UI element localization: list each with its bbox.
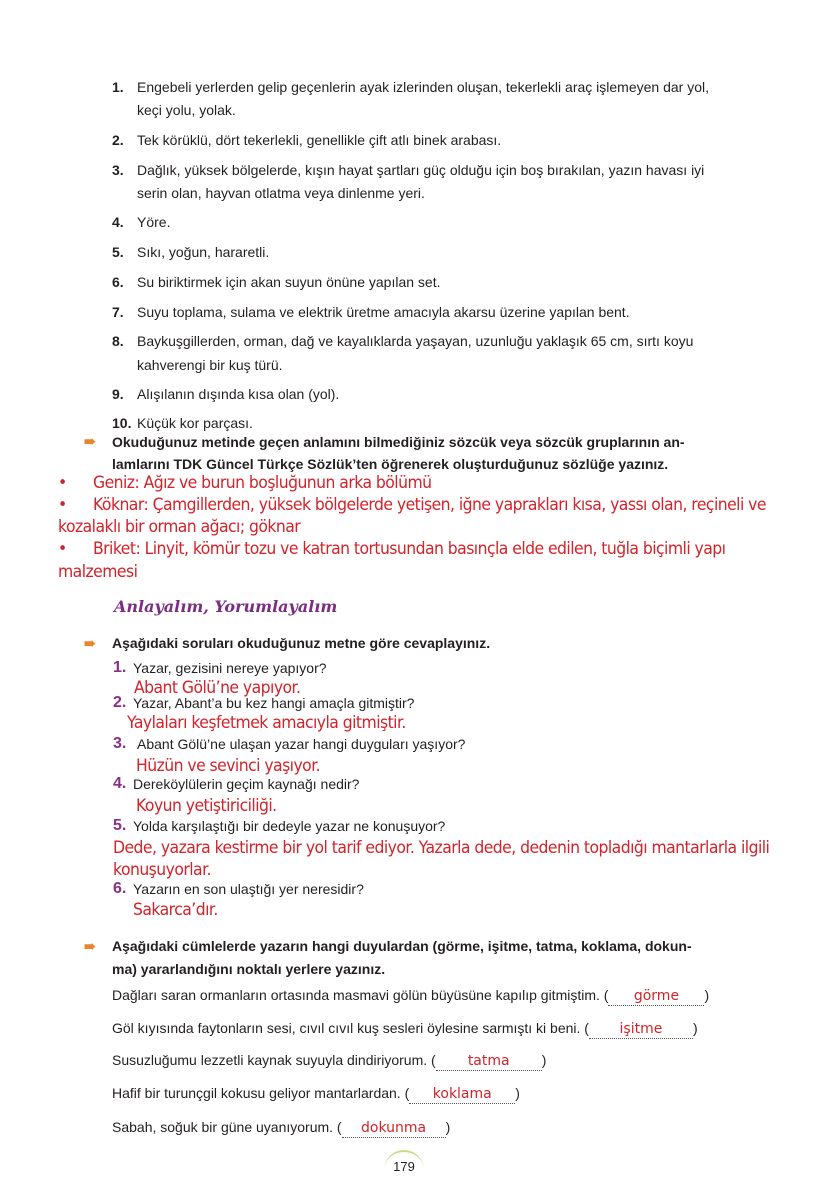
- definition-text: serin olan, hayvan otlatma veya dinlenme yeri.: [137, 185, 425, 201]
- glossary-entry: kozalaklı bir orman ağacı; göknar: [58, 517, 301, 537]
- bullet: •: [58, 539, 67, 559]
- instruction-text: Okuduğunuz metinde geçen anlamını bilmediğiniz sözcük veya sözcük gruplarının an-: [112, 434, 685, 450]
- question-number: 4.: [113, 775, 127, 792]
- sense-row: [112, 1051, 546, 1071]
- question-text: Abant Gölü’ne ulaşan yazar hangi duyguları yaşıyor?: [137, 736, 466, 752]
- answer-blank[interactable]: tatma: [436, 1052, 542, 1071]
- question-number: 6.: [113, 880, 127, 897]
- definition-text: Alışılanın dışında kısa olan (yol).: [137, 386, 340, 402]
- arrow-icon: ➠: [84, 635, 96, 651]
- answer-blank[interactable]: görme: [608, 987, 704, 1006]
- definition-number: 4.: [112, 214, 124, 230]
- answer-text: Hüzün ve sevinci yaşıyor.: [136, 756, 321, 776]
- bullet: •: [58, 495, 67, 515]
- sense-row: [112, 1118, 450, 1138]
- instruction-text: ma) yararlandığını noktalı yerlere yazınız.: [112, 961, 386, 977]
- answer-text: konuşuyorlar.: [113, 860, 211, 880]
- definition-number: 9.: [112, 386, 124, 402]
- close-paren: ): [445, 1119, 451, 1135]
- question-text: Yazar, Abant’a bu kez hangi amaçla gitmiştir?: [133, 695, 415, 711]
- instruction-text: Aşağıdaki soruları okuduğunuz metne göre cevaplayınız.: [112, 635, 491, 651]
- definition-number: 7.: [112, 304, 124, 320]
- question-text: Yazarın en son ulaştığı yer neresidir?: [133, 881, 364, 897]
- answer-blank[interactable]: koklama: [409, 1085, 515, 1104]
- question-number: 5.: [113, 817, 127, 834]
- definition-text: Baykuşgillerden, orman, dağ ve kayalıklarda yaşayan, uzunluğu yaklaşık 65 cm, sırtı koyu: [137, 333, 694, 349]
- definition-text: Suyu toplama, sulama ve elektrik üretme amacıyla akarsu üzerine yapılan bent.: [137, 304, 630, 320]
- arrow-icon: ➠: [84, 433, 96, 449]
- definition-text: kahverengi bir kuş türü.: [137, 357, 283, 373]
- question-text: Dereköylülerin geçim kaynağı nedir?: [133, 776, 360, 792]
- question-number: 3.: [113, 735, 127, 752]
- close-paren: ): [515, 1085, 520, 1101]
- definition-number: 3.: [112, 162, 124, 178]
- close-paren: ): [541, 1052, 547, 1068]
- definition-text: Yöre.: [137, 214, 171, 230]
- sense-row: [112, 1084, 520, 1104]
- glossary-entry: Geniz: Ağız ve burun boşluğunun arka bölümü: [93, 473, 432, 493]
- definition-number: 1.: [112, 79, 124, 95]
- sentence: Dağları saran ormanların ortasında masmavi gölün büyüsüne kapılıp gitmiştim. (: [112, 987, 609, 1003]
- instruction-text: Aşağıdaki cümlelerde yazarın hangi duyulardan (görme, işitme, tatma, koklama, dokun-: [112, 938, 692, 954]
- definition-text: Küçük kor parçası.: [137, 415, 253, 431]
- definition-number: 2.: [112, 132, 124, 148]
- definition-number: 6.: [112, 274, 124, 290]
- definition-text: Dağlık, yüksek bölgelerde, kışın hayat şartları güç olduğu için boş bırakılan, yazın havası iyi: [137, 162, 705, 178]
- answer-blank[interactable]: dokunma: [342, 1119, 446, 1138]
- section-heading: Anlayalım, Yorumlayalım: [114, 597, 338, 616]
- definition-text: keçi yolu, yolak.: [137, 102, 236, 118]
- answer-text: Sakarca’dır.: [133, 900, 218, 920]
- question-text: Yazar, gezisini nereye yapıyor?: [133, 660, 327, 676]
- sentence: Hafif bir turunçgil kokusu geliyor mantarlardan. (: [112, 1085, 410, 1101]
- page-number: 179: [384, 1150, 424, 1182]
- answer-text: Koyun yetiştiriciliği.: [136, 796, 277, 816]
- definition-number: 10.: [112, 415, 132, 431]
- arrow-icon: ➠: [84, 938, 96, 954]
- question-number: 1.: [113, 659, 127, 676]
- sentence: Göl kıyısında faytonların sesi, cıvıl cıvıl kuş sesleri öylesine sarmıştı ki beni. (: [112, 1020, 589, 1036]
- definition-text: Tek körüklü, dört tekerlekli, genellikle çift atlı binek arabası.: [137, 132, 502, 148]
- instruction-text: lamlarını TDK Güncel Türkçe Sözlük’ten öğrenerek oluşturduğunuz sözlüğe yazınız.: [112, 456, 669, 472]
- answer-text: Abant Gölü’ne yapıyor.: [134, 678, 301, 698]
- sentence: Susuzluğumu lezzetli kaynak suyuyla dindiriyorum. (: [112, 1052, 436, 1068]
- sense-row: [112, 986, 709, 1006]
- definition-number: 5.: [112, 244, 124, 260]
- sentence: Sabah, soğuk bir güne uyanıyorum. (: [112, 1119, 342, 1135]
- bullet: •: [58, 473, 67, 493]
- glossary-entry: Briket: Linyit, kömür tozu ve katran tortusundan basınçla elde edilen, tuğla biçimli yapı: [93, 539, 726, 559]
- question-text: Yolda karşılaştığı bir dedeyle yazar ne konuşuyor?: [133, 818, 446, 834]
- answer-blank[interactable]: işitme: [589, 1020, 693, 1039]
- sense-row: [112, 1019, 698, 1039]
- close-paren: ): [704, 987, 710, 1003]
- glossary-entry: malzemesi: [58, 562, 138, 582]
- answer-text: Dede, yazara kestirme bir yol tarif ediyor. Yazarla dede, dedenin topladığı mantarlarla ilgili: [113, 838, 770, 858]
- definition-text: Su biriktirmek için akan suyun önüne yapılan set.: [137, 274, 441, 290]
- glossary-entry: Köknar: Çamgillerden, yüksek bölgelerde yetişen, iğne yaprakları kısa, yassı olan, reçineli ve: [93, 495, 766, 515]
- answer-text: Yaylaları keşfetmek amacıyla gitmiştir.: [127, 713, 406, 733]
- close-paren: ): [692, 1020, 698, 1036]
- definition-text: Sıkı, yoğun, hararetli.: [137, 244, 270, 260]
- definition-number: 8.: [112, 333, 124, 349]
- question-number: 2.: [113, 694, 127, 711]
- definition-text: Engebeli yerlerden gelip geçenlerin ayak izlerinden oluşan, tekerlekli araç işlemeyen dar yol,: [137, 79, 709, 95]
